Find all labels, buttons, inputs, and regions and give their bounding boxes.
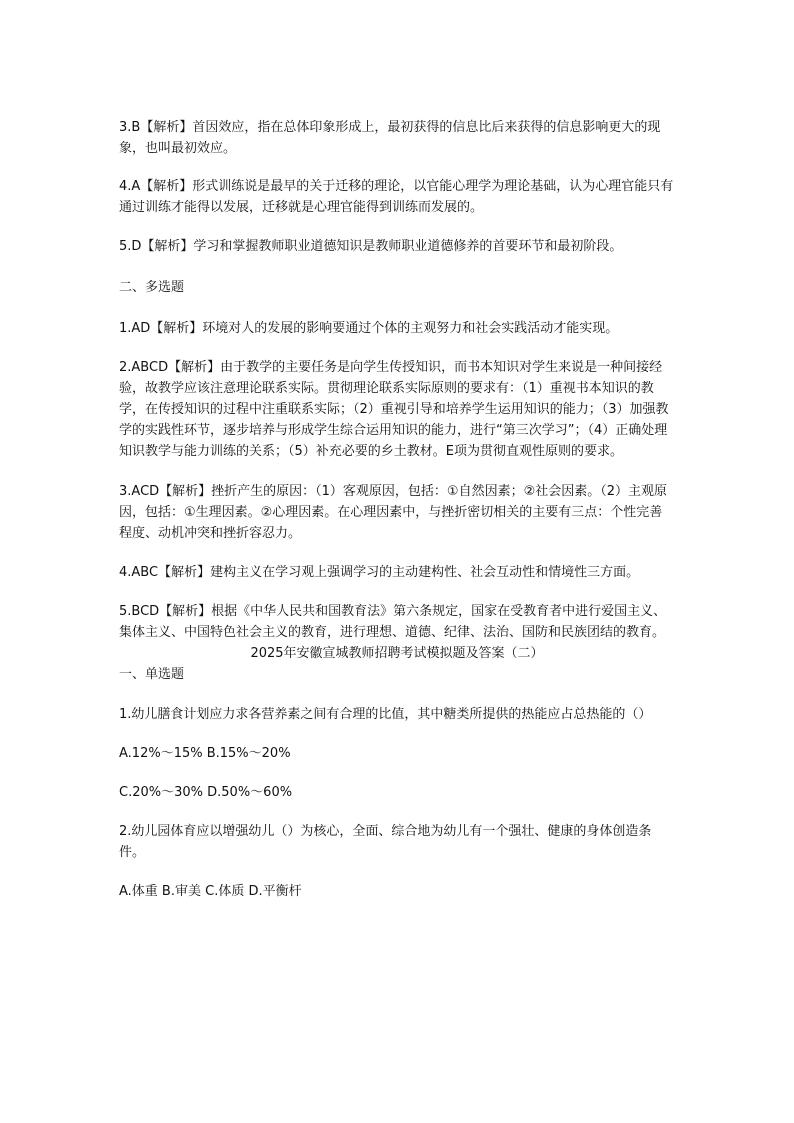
question-stem: 2.幼儿园体育应以增强幼儿（）为核心，全面、综合地为幼儿有一个强壮、健康的身体创造条件。 xyxy=(119,824,652,860)
document-page xyxy=(119,0,675,902)
answer-paragraph: 1.AD【解析】环境对人的发展的影响要通过个体的主观努力和社会实践活动才能实现。 xyxy=(119,321,619,336)
answer-paragraph: 5.BCD【解析】根据《中华人民共和国教育法》第六条规定，国家在受教育者中进行爱国主义、集体主义、中国特色社会主义的教育，进行理想、道德、纪律、法治、国防和民族团结的教育。 xyxy=(119,604,667,640)
answer-paragraph: 4.ABC【解析】建构主义在学习观上强调学习的主动建构性、社会互动性和情境性三方面。 xyxy=(119,565,640,580)
answer-paragraph: 3.B【解析】首因效应，指在总体印象形成上，最初获得的信息比后来获得的信息影响更大的现象，也叫最初效应。 xyxy=(119,120,661,156)
question-stem: 1.幼儿膳食计划应力求各营养素之间有合理的比值，其中糖类所提供的热能应占总热能的（） xyxy=(119,707,652,722)
section-heading: 一、单选题 xyxy=(119,667,185,682)
answer-paragraph: 2.ABCD【解析】由于教学的主要任务是向学生传授知识，而书本知识对学生来说是一种间接经验，故教学应该注意理论联系实际。贯彻理论联系实际原则的要求有：（1）重视书本知识的教学，在传授知识的过程中注重联系实际；（2）重视引导和培养学生运用知识的能力；（3）加强教学的实践性环节，逐步培养与形成学生综合运用知识的能力，进行“第三次学习”；（4）正确处理知识教学与能力训练的关系；（5）补充必要的乡土教材。E项为贯彻直观性原则的要求。 xyxy=(119,360,669,459)
question-options: A.体重 B.审美 C.体质 D.平衡杆 xyxy=(119,884,302,899)
answer-paragraph: 4.A【解析】形式训练说是最早的关于迁移的理论，以官能心理学为理论基础，认为心理官能只有通过训练才能得以发展，迁移就是心理官能得到训练而发展的。 xyxy=(119,179,674,215)
section-heading: 二、多选题 xyxy=(119,280,185,295)
document-title: 2025年安徽宣城教师招聘考试模拟题及答案（二） xyxy=(250,646,544,661)
question-options: C.20%～30% D.50%～60% xyxy=(119,785,293,800)
question-options: A.12%～15% B.15%～20% xyxy=(119,746,291,761)
answer-paragraph: 5.D【解析】学习和掌握教师职业道德知识是教师职业道德修养的首要环节和最初阶段。 xyxy=(119,239,623,254)
answer-paragraph: 3.ACD【解析】挫折产生的原因：（1）客观原因，包括：①自然因素；②社会因素。（2）主观原因，包括：①生理因素。②心理因素。在心理因素中，与挫折密切相关的主要有三点：个性完善程度、动机冲突和挫折容忍力。 xyxy=(119,484,668,541)
